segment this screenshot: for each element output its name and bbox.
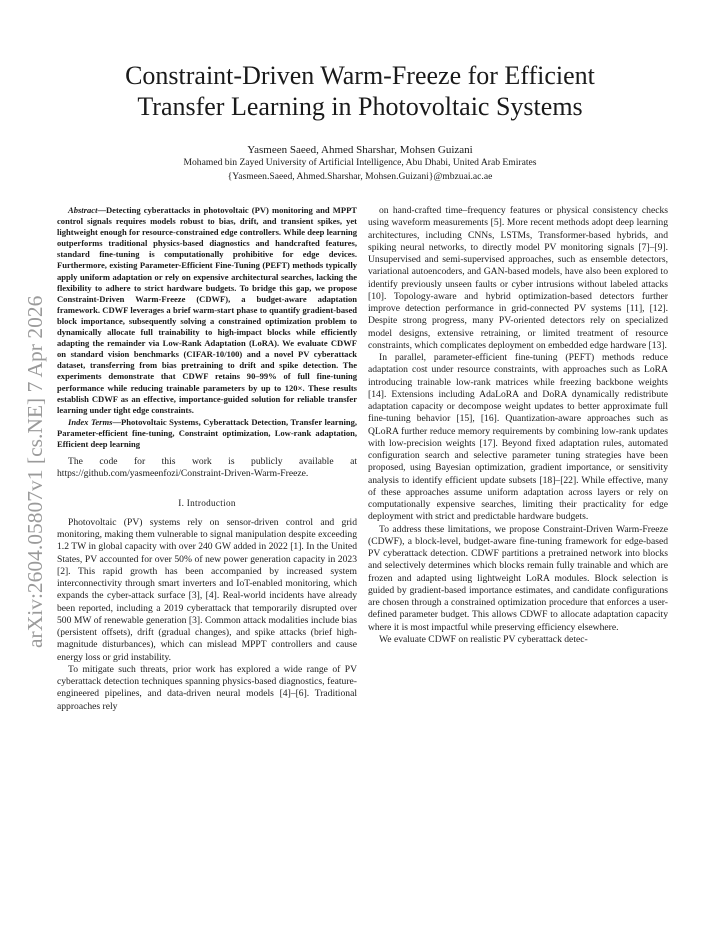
abstract (57, 205, 357, 416)
index-terms (57, 417, 357, 450)
body-paragraph: To mitigate such threats, prior work has explored a wide range of PV cyberattack detection techniques spanning physics-based diagnostics, feature-engineered pipelines, and data-driven neural models [4]–[6]. Traditional approaches rely (57, 663, 357, 712)
body-paragraph: Photovoltaic (PV) systems rely on sensor-driven control and grid monitoring, making them vulnerable to signal manipulation despite exceeding 1.2 TW in global capacity with over 240 GW added in 2022 [1]. In the United States, PV accounted for over 50% of new power generation capacity in 2023 [2]. This rapid growth has been accompanied by increased system interconnectivity through smart inverters and IoT-enabled monitoring, which expands the cyber-attack surface [3], [4]. Real-world incidents have already been reported, including a 2019 cyberattack that temporarily disrupted over 500 MW of renewable generation [3]. Common attack modalities include bias (persistent offsets), drift (gradual changes), and spike attacks (brief high-magnitude disturbances), which can mislead MPPT controllers and cause energy loss or grid instability. (57, 516, 357, 663)
body-paragraph: To address these limitations, we propose Constraint-Driven Warm-Freeze (CDWF), a block-level, budget-aware fine-tuning framework for edge-based PV cyberattack detection. CDWF partitions a pretrained network into blocks and selectively determines which blocks remain fully trainable and which are frozen and adapted using lightweight LoRA modules. Block selection is guided by gradient-based importance estimates, and candidate configurations are chosen through a constrained optimization procedure that enforces a user-defined parameter budget. This allows CDWF to allocate adaptation capacity where it is most impactful while preserving efficiency elsewhere. (368, 523, 668, 633)
arxiv-identifier-stamp (12, 295, 52, 650)
body-paragraph: In parallel, parameter-efficient fine-tuning (PEFT) methods reduce adaptation cost under resource constraints, with approaches such as LoRA introducing trainable low-rank matrices while freezing backbone weights [14]. Extensions including AdaLoRA and DoRA dynamically redistribute adaptation capacity or decompose weight updates to better approximate full fine-tuning behavior [15], [16]. Quantization-aware approaches such as QLoRA further reduce memory requirements by combining low-rank updates with low-precision weights [17]. Beyond fixed adaptation rules, automated configuration search and selective parameter tuning strategies have been proposed, using Bayesian optimization, gradient importance, or sensitivity analysis to identify efficient update subsets [18]–[22]. While effective, many of these approaches assume uniform adaptation across layers or rely on computationally expensive searches, limiting their practicality for edge deployment with strict and predictable hardware budgets. (368, 352, 668, 523)
index-terms-label: Index Terms (68, 416, 113, 427)
title-line-2: Transfer Learning in Photovoltaic Systems (137, 92, 583, 121)
index-terms-body: —Photovoltaic Systems, Cyberattack Detection, Transfer learning, Parameter-efficient fine-tuning, Constraint optimization, Low-rank adaptation, Efficient deep learning (57, 416, 357, 449)
body-paragraph: on hand-crafted time–frequency features or physical consistency checks using waveform measurements [5]. More recent methods adopt deep learning architectures, including CNNs, LSTMs, Transformer-based hybrids, and spiking neural networks, to directly model PV monitoring signals [7]–[9]. Unsupervised and semi-supervised approaches, such as ensemble detectors, variational autoencoders, and GAN-based models, have also been explored to identify previously unseen faults or cyber intrusions without labeled attacks [10]. Topology-aware and hybrid optimization-based detectors further improve detection performance in grid-connected PV systems [11], [12]. Despite strong progress, many PV-oriented detectors rely on specialized model designs, extensive retraining, or limited treatment of resource constraints, which complicates deployment on embedded edge hardware [13]. (368, 205, 668, 351)
abstract-label: Abstract (68, 205, 98, 215)
abstract-body: —Detecting cyberattacks in photovoltaic (PV) monitoring and MPPT control signals requires models robust to bias, drift, and transient spikes, yet lightweight enough for resource-constrained edge controllers. While deep learning outperforms traditional physics-based diagnostics and handcrafted features, standard fine-tuning is computationally prohibitive for edge devices. Furthermore, existing Parameter-Efficient Fine-Tuning (PEFT) methods typically apply uniform adaptation or rely on expensive architectural searches, lacking the flexibility to adhere to strict hardware budgets. To bridge this gap, we propose Constraint-Driven Warm-Freeze (CDWF), a budget-aware adaptation framework. CDWF leverages a brief warm-start phase to quantify gradient-based block importance, subsequently solving a constrained optimization problem to dynamically allocate full trainability to high-impact blocks while efficiently adapting the remainder via Low-Rank Adaptation (LoRA). We evaluate CDWF on standard vision benchmarks (CIFAR-10/100) and a novel PV cyberattack dataset, transferring from bias pretraining to drift and spike detection. The experiments demonstrate that CDWF retains 90–99% of full fine-tuning performance while reducing trainable parameters by up to 120×. These results establish CDWF as an effective, importance-guided solution for reliable transfer learning under tight edge constraints. (57, 205, 357, 415)
code-availability: The code for this work is publicly available at https://github.com/yasmeenfozi/Constraint-Driven-Warm-Freeze. (57, 456, 357, 480)
section-heading-introduction: I. Introduction (178, 497, 236, 508)
left-column (57, 205, 357, 713)
arxiv-identifier-text: arXiv:2604.05807v1 [cs.NE] 7 Apr 2026 (23, 295, 47, 648)
paper-title (60, 60, 660, 122)
affiliation: Mohamed bin Zayed University of Artificial Intelligence, Abu Dhabi, United Arab Emirates (183, 157, 537, 168)
body-paragraph: We evaluate CDWF on realistic PV cyberattack detec- (379, 633, 588, 645)
author-emails: {Yasmeen.Saeed, Ahmed.Sharshar, Mohsen.Guizani}@mbzuai.ac.ae (227, 171, 493, 182)
right-column (368, 205, 668, 646)
title-line-1: Constraint-Driven Warm-Freeze for Efficient (125, 61, 595, 90)
author-list: Yasmeen Saeed, Ahmed Sharshar, Mohsen Guizani (247, 144, 473, 156)
